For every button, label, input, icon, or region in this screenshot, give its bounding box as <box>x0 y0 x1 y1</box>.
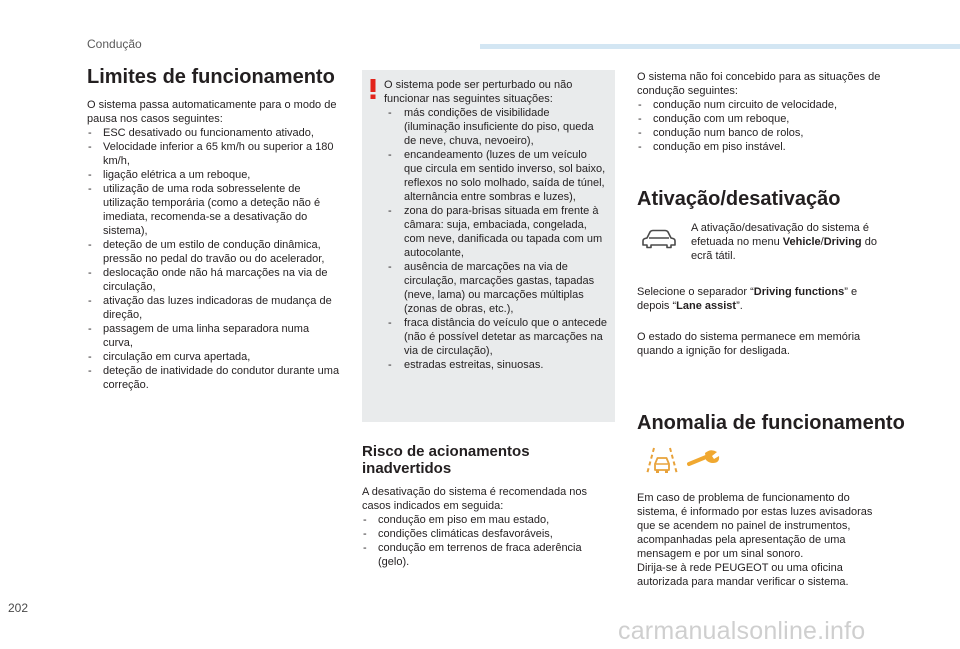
list-item: - zona do para-brisas situada em frente à câmara: suja, embaciada, congelada, com neve, danificada ou tapada com um autocolante, <box>384 204 608 260</box>
warning-list <box>384 106 608 372</box>
list-item: - fraca distância do veículo que o antecede (não é possível detetar as marcações na via de circulação), <box>384 316 608 358</box>
limits-list <box>87 126 342 392</box>
warning-exclamation-icon <box>368 79 378 99</box>
malfunction-section <box>637 491 891 589</box>
inadvertent-intro: A desativação do sistema é recomendada nos casos indicados em seguida: <box>362 486 588 512</box>
list-item: - condução num circuito de velocidade, <box>637 98 891 112</box>
select-text-2: ” e depois “ <box>637 286 858 312</box>
activation-menu-text <box>691 221 891 263</box>
list-item: - passagem de uma linha separadora numa curva, <box>87 322 342 350</box>
malfunction-title: Anomalia de funcionamento <box>637 412 905 434</box>
header-bar <box>480 44 960 49</box>
list-item: - condução num banco de rolos, <box>637 126 891 140</box>
warning-intro: O sistema pode ser perturbado ou não funcionar nas seguintes situações: <box>384 79 573 105</box>
list-item: - Velocidade inferior a 65 km/h ou superior a 180 km/h, <box>87 140 342 168</box>
limits-intro: O sistema passa automaticamente para o modo de pausa nos casos seguintes: <box>87 99 337 125</box>
inadvertent-title: Risco de acionamentos inadvertidos <box>362 443 530 477</box>
menu-driving: Driving <box>823 236 862 248</box>
not-designed-list <box>637 98 891 154</box>
wrench-icon <box>687 449 721 471</box>
limits-section <box>87 98 342 392</box>
list-item: - encandeamento (luzes de um veículo que circula em sentido inverso, sol baixo, reflexos no solo molhado, saída de túnel, alternância entre sombras e luzes), <box>384 148 608 204</box>
malfunction-text-2: Dirija-se à rede PEUGEOT ou uma oficina autorizada para mandar verificar o sistema. <box>637 562 849 588</box>
list-item: - circulação em curva apertada, <box>87 350 342 364</box>
inadvertent-list <box>362 513 614 569</box>
list-item: - ESC desativado ou funcionamento ativado, <box>87 126 342 140</box>
list-item: - utilização de uma roda sobresselente de utilização temporária (como a deteção não é imediata, recomenda-se a desativação do sistema), <box>87 182 342 238</box>
limits-title: Limites de funcionamento <box>87 66 335 88</box>
activation-title: Ativação/desativação <box>637 188 841 210</box>
list-item: - condições climáticas desfavoráveis, <box>362 527 614 541</box>
watermark: carmanualsonline.info <box>618 617 866 645</box>
list-item: - condução com um reboque, <box>637 112 891 126</box>
list-item: - deteção de um estilo de condução dinâmica, pressão no pedal do travão ou do acelerador, <box>87 238 342 266</box>
malfunction-text: Em caso de problema de funcionamento do sistema, é informado por estas luzes avisadoras que se acendem no painel de instrumentos, acompanhadas pela apresentação de uma mensagem e por um sinal sonoro. <box>637 492 873 560</box>
page-number: 202 <box>8 601 29 615</box>
inadvertent-section <box>362 485 614 569</box>
list-item: - estradas estreitas, sinuosas. <box>384 358 608 372</box>
tab-driving-functions: Driving functions <box>753 286 845 298</box>
activation-memory-text: O estado do sistema permanece em memória quando a ignição for desligada. <box>637 331 861 357</box>
activation-text-1: A ativação/desativação do sistema é efetuada no menu <box>691 222 869 248</box>
tab-lane-assist: Lane assist <box>676 300 737 312</box>
list-item: - ativação das luzes indicadoras de mudança de direção, <box>87 294 342 322</box>
warning-content <box>384 78 608 372</box>
car-icon <box>641 229 677 249</box>
select-text-3: ”. <box>736 300 743 312</box>
not-designed-section <box>637 70 891 154</box>
not-designed-intro: O sistema não foi concebido para as situações de condução seguintes: <box>637 71 881 97</box>
list-item: - ligação elétrica a um reboque, <box>87 168 342 182</box>
list-item: - deteção de inatividade do condutor durante uma correção. <box>87 364 342 392</box>
list-item: - condução em piso instável. <box>637 140 891 154</box>
activation-text-2: do ecrã tátil. <box>691 236 877 262</box>
list-item: - condução em terrenos de fraca aderência (gelo). <box>362 541 614 569</box>
lane-departure-warning-icon <box>645 446 679 476</box>
list-item: - ausência de marcações na via de circulação, marcações gastas, tapadas (neve, lama) ou marcações múltiplas (zonas de obras, etc.), <box>384 260 608 316</box>
menu-vehicle: Vehicle <box>782 236 821 248</box>
list-item: - condução em piso em mau estado, <box>362 513 614 527</box>
select-text-1: Selecione o separador “ <box>637 286 754 298</box>
activation-select-text <box>637 285 887 313</box>
section-header: Condução <box>87 37 142 51</box>
list-item: - deslocação onde não há marcações na via de circulação, <box>87 266 342 294</box>
list-item: - más condições de visibilidade (iluminação insuficiente do piso, queda de neve, chuva, nevoeiro), <box>384 106 608 148</box>
menu-slash: / <box>820 236 824 248</box>
